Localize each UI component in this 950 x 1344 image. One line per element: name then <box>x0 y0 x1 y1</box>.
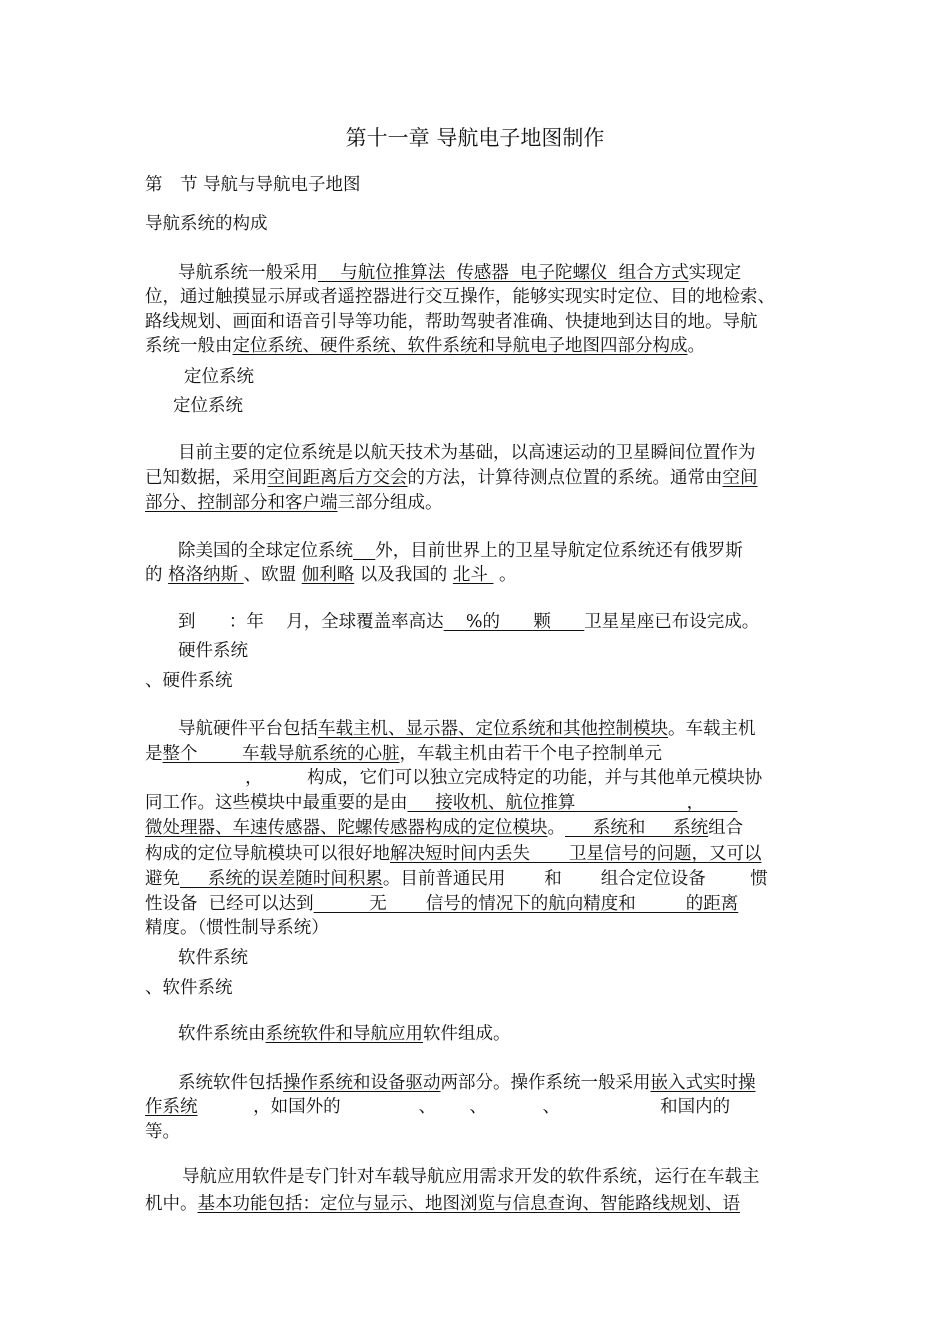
heading-positioning: 定位系统 <box>184 367 254 387</box>
p5-line-3: ， 构成，它们可以独立完成特定的功能，并与其他单元模块协 <box>145 768 763 788</box>
p5-line-5: 微处理器、车速传感器、陀螺传感器构成的定位模块。 系统和 系统组合 <box>145 818 744 838</box>
underlined-term: 操作系统和设备驱动 <box>283 1073 441 1093</box>
p3-line-1: 除美国的全球定位系统 外，目前世界上的卫星导航定位系统还有俄罗斯 <box>178 541 743 561</box>
underlined-term: 作系统 <box>145 1097 198 1117</box>
p5-line-4: 同工作。这些模块中最重要的是由 接收机、航位推算 ， <box>145 793 738 813</box>
p5-line-6: 构成的定位导航模块可以很好地解决短时间内丢失 卫星信号的问题，又可以 <box>145 844 762 864</box>
blank-fill: 与航位推算法 传感器 电子陀螺仪 组合方式 <box>318 263 689 283</box>
underlined-term: 系统软件和导航应用 <box>265 1024 423 1044</box>
underlined-term: 整个 车载导航系统的心脏 <box>162 744 400 764</box>
p7-line-2: 作系统 ，如国外的 、 、 、 和国内的 <box>145 1097 731 1117</box>
section-heading: 第 节 导航与导航电子地图 <box>145 175 361 195</box>
p2-line-1: 目前主要的定位系统是以航天技术为基础，以高速运动的卫星瞬间位置作为 <box>178 443 756 463</box>
p5-line-9: 精度。（惯性制导系统） <box>145 918 329 938</box>
heading-hardware-2: 、硬件系统 <box>145 671 233 691</box>
underlined-term: 微处理器、车速传感器、陀螺传感器构成的定位模块 <box>145 818 548 838</box>
p5-line-2: 是整个 车载导航系统的心脏，车载主机由若干个电子控制单元 <box>145 744 663 764</box>
underlined-term: 接收机、航位推算 ， <box>407 793 738 813</box>
subheading-nav-system: 导航系统的构成 <box>145 214 268 234</box>
underlined-term: 定位系统、硬件系统、软件系统和导航电子地图四部分构成 <box>232 336 688 356</box>
heading-software-2: 、软件系统 <box>145 978 233 998</box>
underlined-term: 嵌入式实时操 <box>650 1073 756 1093</box>
p1-line-4: 系统一般由定位系统、硬件系统、软件系统和导航电子地图四部分构成。 <box>145 336 705 356</box>
heading-positioning-2: 定位系统 <box>173 396 243 416</box>
p2-line-3: 部分、控制部分和客户端三部分组成。 <box>145 493 443 513</box>
p1-line-3: 路线规划、画面和语音引导等功能，帮助驾驶者准确、快捷地到达目的地。导航 <box>145 312 758 332</box>
p3-line-2: 的 格洛纳斯 、欧盟 伽利略 以及我国的 北斗 。 <box>145 565 517 585</box>
underlined-term: 系统的误差随时间积累 <box>180 869 383 889</box>
p5-line-8: 性设备 已经可以达到 无 信号的情况下的航向精度和 的距离 <box>145 894 739 914</box>
underlined-term: 空间 <box>722 468 758 488</box>
p8-line-1: 导航应用软件是专门针对车载导航应用需求开发的软件系统，运行在车载主 <box>182 1167 760 1187</box>
blank-fill: %的 颗 <box>443 612 585 632</box>
p6-line-1: 软件系统由系统软件和导航应用软件组成。 <box>178 1024 511 1044</box>
heading-hardware: 硬件系统 <box>178 641 248 661</box>
underlined-term: 部分、控制部分和客户端 <box>145 493 338 513</box>
underlined-term: 格洛纳斯 <box>168 565 244 585</box>
p7-line-1: 系统软件包括操作系统和设备驱动两部分。操作系统一般采用嵌入式实时操 <box>178 1073 756 1093</box>
p5-line-1: 导航硬件平台包括车载主机、显示器、定位系统和其他控制模块。车载主机 <box>178 719 756 739</box>
p4-line-1: 到 ：年 月，全球覆盖率高达 %的 颗 卫星星座已布设完成。 <box>178 612 760 632</box>
blank-fill <box>353 541 375 561</box>
heading-software: 软件系统 <box>178 948 248 968</box>
underlined-term: 空间距离后方交会 <box>267 468 408 488</box>
p7-line-3: 等。 <box>145 1122 180 1142</box>
underlined-term: 系统和 系统 <box>565 818 709 838</box>
p1-line-2: 位，通过触摸显示屏或者遥控器进行交互操作，能够实现实时定位、目的地检索、 <box>145 287 775 307</box>
underlined-term: 伽利略 <box>301 565 355 585</box>
p5-line-7: 避免 系统的误差随时间积累。目前普通民用 和 组合定位设备 惯 <box>145 869 768 889</box>
underlined-term: 无 信号的情况下的航向精度和 的距离 <box>313 894 739 914</box>
underlined-term: 解决短时间内丢失 卫星信号的问题，又可以 <box>390 844 762 864</box>
underlined-term: 基本功能包括：定位与显示、地图浏览与信息查询、智能路线规划、语 <box>197 1194 740 1214</box>
underlined-term: 北斗 <box>452 565 494 585</box>
p1-line-1: 导航系统一般采用 与航位推算法 传感器 电子陀螺仪 组合方式实现定 <box>178 263 742 283</box>
p2-line-2: 已知数据，采用空间距离后方交会的方法，计算待测点位置的系统。通常由空间 <box>145 468 758 488</box>
chapter-title: 第十一章 导航电子地图制作 <box>345 126 605 150</box>
p8-line-2: 机中。基本功能包括：定位与显示、地图浏览与信息查询、智能路线规划、语 <box>145 1194 740 1214</box>
underlined-term: 车载主机、显示器、定位系统和其他控制模块 <box>318 719 668 739</box>
